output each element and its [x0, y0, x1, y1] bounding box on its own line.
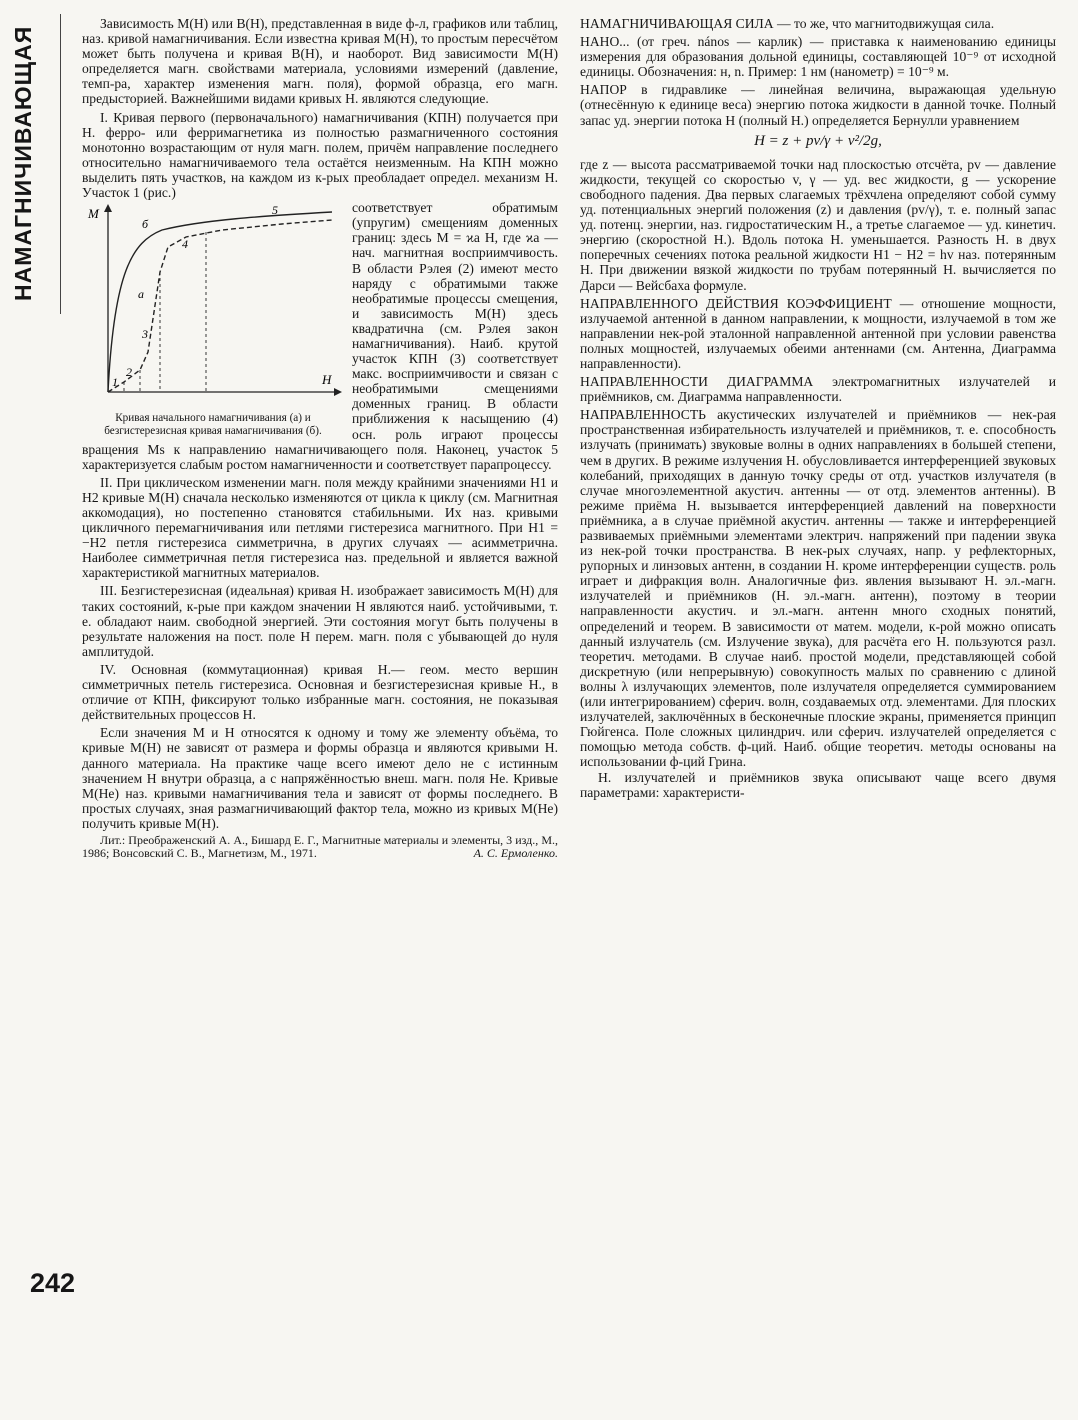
entry-magnetizing-force: НАМАГНИЧИВАЮЩАЯ СИЛА — то же, что магнитодвижущая сила. — [580, 16, 995, 31]
region-label-5: 5 — [272, 203, 278, 218]
curve-label-a: а — [138, 287, 144, 302]
entry-nano: НАНО... (от греч. nános — карлик) — приставка к наименованию единицы измерения для образования дольной единицы, составляющей 10⁻⁹ от исходной единицы. Обозначения: н, n. Пример: 1 нм (нанометр) = 10⁻⁹ м. — [580, 34, 1056, 80]
literature-references — [82, 834, 558, 860]
axis-label-m: M — [88, 206, 99, 222]
paragraph-kpn: I. Кривая первого (первоначального) намагничивания (КПН) получается при Н. ферро- или ферримагнетика из полностью размагниченного состояния монотонно возрастающим от нуля магн. полем, причём направление последнего относительно намагничиваемого тела остаётся неизменным. На КПН можно выделить пять участков, на каждом из к-рых преобладает определ. механизм Н. Участок 1 (рис.) — [82, 109, 558, 201]
literature-text: Лит.: Преображенский А. А., Бишард Е. Г., Магнитные материалы и элементы, 3 изд., М., 1986; Вонсовский С. В., Магнетизм, М., 1971. — [82, 832, 558, 860]
entry-head-hydraulics: НАПОР в гидравлике — линейная величина, выражающая удельную (отнесённую к единице веса) энергию потока жидкости в данной точке. Полный запас уд. энергии потока H (полный Н.) определяется Бернулли уравнением — [580, 82, 1056, 128]
bernoulli-formula: H = z + pv/γ + v²/2g, — [754, 132, 882, 149]
m-axis-arrow — [104, 204, 112, 212]
h-axis-arrow — [334, 388, 342, 396]
region-label-2: 2 — [126, 365, 132, 380]
entry-directivity-parameters: Н. излучателей и приёмников звука описывают чаще всего двумя параметрами: характеристи- — [580, 769, 1056, 800]
running-head: НАМАГНИЧИВАЮЩАЯ — [10, 25, 36, 301]
paragraph-anhysteretic: III. Безгистерезисная (идеальная) кривая Н. изображает зависимость M(H) для таких состояний, к-рые при каждом значении H являются наиб. устойчивыми, т. е. обладают наим. свободной энергией. Эти состояния могут быть получены в результате наложения на пост. поле H перем. магн. поля с убывающей до нуля амплитудой. — [82, 583, 558, 659]
paragraph-kpn-continued: соответствует обратимым (упругим) смещениям доменных границ: здесь M = ϰa H, где ϰa — нач. магнитная восприимчивость. В области Рэлея (2) имеют место наряду с обратимыми также необратимые процессы смещения, и зависимость M(H) здесь квадратична (см. Рэлея закон намагничивания). Наиб. крутой участок КПН (3) соответствует макс. восприимчивости и связан с необратимыми смещениями доменных границ. В области приближения к насыщению (4) осн. роль играют процессы вращения Ms к направлению намагничивающего поля. Наконец, участок 5 характеризуется слабым ростом намагниченности и соответствует парапроцессу. — [82, 200, 558, 472]
region-label-3: 3 — [142, 327, 148, 342]
right-column — [580, 16, 1056, 800]
paragraph-commutation: IV. Основная (коммутационная) кривая Н.— геом. место вершин симметричных петель гистерезиса. Основная и безгистерезисная кривые Н., в отличие от КПН, фиксируют только избранные магн. состояния, не показывая действительных процессов Н. — [82, 661, 558, 723]
running-head-rule — [60, 14, 61, 314]
paragraph-intro: Зависимость M(H) или B(H), представленная в виде ф-л, графиков или таблиц, наз. кривой намагничивания. Если известна кривая M(H), то простым пересчётом может быть получена и кривая B(H), и наоборот. Вид зависимости M(H) определяется магн. свойствами материала, условиями измерений (давление, темп-ра, характер изменения магн. поля), формой образца, его магн. предысторией. Важнейшими видами кривых Н. являются следующие. — [82, 16, 558, 107]
article-author: А. С. Ермоленко. — [473, 845, 558, 860]
entry-directivity-pattern: НАПРАВЛЕННОСТИ ДИАГРАММА электромагнитных излучателей и приёмников, см. Диаграмма направленности. — [580, 374, 1056, 405]
figure-caption: Кривая начального намагничивания (а) и безгистерезисная кривая намагничивания (б). — [104, 412, 322, 437]
paragraph-cyclic: II. При циклическом изменении магн. поля между крайними значениями H1 и H2 кривые M(H) сначала несколько изменяются от цикла к циклу (см. Магнитная аккомодация), но постепенно становятся стабильными. Их наз. кривыми цикличного перемагничивания или петлями гистерезиса магнитного. При H1 = −H2 петля гистерезиса симметрична, в других случаях — асимметрична. Наиболее симметричная петля гистерезиса наз. предельной и является важной характеристикой магнитных материалов. — [82, 474, 558, 581]
region-label-4: 4 — [182, 237, 188, 252]
entry-directivity-coefficient: НАПРАВЛЕННОГО ДЕЙСТВИЯ КОЭФФИЦИЕНТ — отношение мощности, излучаемой антенной в данном направлении, к мощности, излучаемой в том же направлении нек-рой эталонной направленной антенной при условии равенства полных мощностей, излучаемых обеими антеннами (см. Антенна, Диаграмма направленности). — [580, 295, 1056, 371]
curve-label-b: б — [142, 217, 149, 232]
region-label-1: 1 — [112, 375, 118, 390]
initial-curve-a — [108, 220, 332, 392]
magnetization-figure — [82, 202, 344, 437]
figure-wrap — [82, 200, 558, 472]
axis-label-h: H — [322, 372, 332, 388]
page-number: 242 — [30, 1268, 76, 1298]
entry-directivity: НАПРАВЛЕННОСТЬ акустических излучателей и приёмников — нек-рая пространственная избирательность излучателей и приёмников, т. е. способность излучать (принимать) звуковые волны в одних направлениях в большей степени, чем в других. В режиме излучения Н. обусловливается интерференцией звуковых колебаний, приходящих в данную точку среды от отд. участков излучателя (в случае многоэлементной акустич. антенны — от отд. элементов антенны). В режиме приёма Н. вызывается интерференцией давлений на поверхности приёмника, а в случае приёмной акустич. антенны — также и интерференцией развиваемых приёмными элементами электрич. напряжений при падении звука из нек-рой точки пространства. В нек-рых случаях, напр. у рефлекторных, рупорных и линзовых антенн, в создании Н. кроме интерференции существ. роль играет и дифракция волн. Аналогичные физ. явления вызывают Н. эл.-магн. излучателей и приёмников (Н. эл.-магн. антенн), поэтому в теории направленности акустич. и эл.-магн. антенн много сходных понятий, определений и теорем. В зависимости от матем. модели, к-рой можно описать данный излучатель (см. Излучение звука), для расчёта его Н. пользуются разл. теоретич. методами. В случае наиб. простой модели, представляющей собой дискретную (или непрерывную) совокупность малых по сравнению с длиной волны λ излучающих элементов, поле излучателя определяется суммированием (или интегрированием) сферич. волн, создаваемых отд. элементами. Для плоских излучателей, заключённых в бесконечные плоские экраны, применяется принцип Гюйгенса. Поле сложных цилиндрич. или сферич. излучателей определяется с помощью метода собств. ф-ций. Наиб. общие теоретич. методы основаны на использовании ф-ций Грина. — [580, 407, 1056, 770]
paragraph-sample-shape: Если значения M и H относятся к одному и тому же элементу объёма, то кривые M(H) не зависят от размера и формы образца и являются кривыми Н. данного материала. На практике чаще всего имеют дело не с истинным значением H внутри образца, а с напряжённостью внеш. магн. поля He. Кривые M(He) наз. кривыми намагничивания тела и зависят от формы последнего. В простых случаях, зная размагничивающий фактор тела, можно из кривых M(He) получить кривые M(H). — [82, 725, 558, 831]
entry-head-hydraulics-continued: где z — высота рассматриваемой точки над плоскостью отсчёта, pv — давление жидкости, текущей со скоростью v, γ — уд. вес жидкости, g — ускорение свободного падения. Два первых слагаемых трёхчлена определяют собой сумму уд. потенциальных энергий положения (z) и давления (pv/γ), т. е. полный запас уд. потенц. энергии, наз. гидростатическим Н., а третье слагаемое — уд. кинетич. энергию (скоростной Н.). Вдоль потока Н. уменьшается. Разность Н. в двух поперечных сечениях потока реальной жидкости H1 − H2 = hv наз. потерянным Н. При движении вязкой жидкости по трубам потерянный Н. вычисляется по Дарси — Вейсбаха формуле. — [580, 156, 1056, 293]
left-column — [82, 16, 558, 860]
magnetization-curve-plot — [82, 202, 344, 412]
